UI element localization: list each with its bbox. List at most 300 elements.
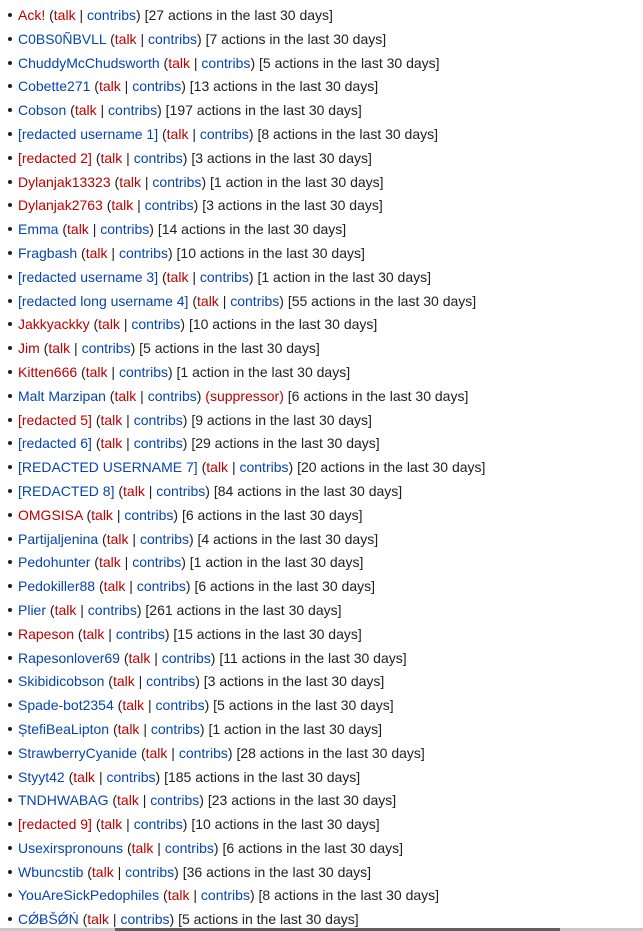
talk-link[interactable]: talk (67, 221, 89, 238)
separator-open-paren: ( (197, 459, 207, 476)
action-count: [8 actions in the last 30 days] (257, 125, 439, 142)
separator-pipe: | (120, 78, 133, 95)
user-row (18, 670, 643, 692)
action-count: [1 action in the last 30 days] (257, 268, 432, 285)
separator-open-paren: ( (109, 720, 118, 737)
talk-link[interactable]: talk (103, 578, 126, 595)
contribs-link[interactable]: contribs (133, 435, 183, 452)
separator-close-paren: ) (174, 863, 179, 880)
separator-open-paren: ( (64, 768, 74, 785)
user-row (18, 290, 643, 312)
separator-close-paren: ) (213, 839, 219, 856)
separator-open-paren: ( (102, 197, 112, 214)
separator-close-paren: ) (248, 125, 254, 142)
user-row (18, 575, 643, 597)
username-link[interactable]: ChuddyMcChudsworth (18, 54, 160, 71)
contribs-link[interactable]: contribs (133, 411, 183, 428)
action-count: [15 actions in the last 30 days] (173, 625, 362, 642)
username-link[interactable]: Dylanjak2763 (18, 197, 103, 214)
contribs-link[interactable]: contribs (150, 720, 200, 737)
username-link[interactable]: Rapeson (18, 625, 75, 642)
user-row (18, 789, 643, 811)
contribs-link[interactable]: contribs (136, 578, 186, 595)
contribs-link[interactable]: contribs (139, 530, 189, 547)
talk-link[interactable]: talk (168, 54, 190, 71)
action-count: [27 actions in the last 30 days] (144, 7, 333, 23)
talk-link[interactable]: talk (82, 625, 105, 642)
separator-pipe: | (95, 768, 107, 785)
action-count: [13 actions in the last 30 days] (189, 78, 379, 95)
talk-link[interactable]: talk (98, 78, 121, 95)
username-link[interactable]: Emma (18, 221, 59, 238)
separator-pipe: | (104, 625, 116, 642)
talk-link[interactable]: talk (91, 506, 113, 523)
separator-close-paren: ) (279, 292, 284, 309)
separator-pipe: | (70, 340, 82, 357)
username-link[interactable]: Partijaljenina (18, 530, 99, 547)
user-row (18, 528, 643, 550)
username-link[interactable]: CǾɃŠǾŃ (18, 911, 79, 928)
user-row (18, 28, 643, 50)
separator-pipe: | (88, 221, 101, 238)
separator-close-paren: ) (185, 578, 191, 595)
user-row (18, 147, 643, 169)
talk-link[interactable]: talk (166, 125, 189, 142)
user-row (18, 52, 643, 74)
talk-link[interactable]: talk (54, 601, 77, 618)
contribs-link[interactable]: contribs (199, 125, 249, 142)
talk-link[interactable]: talk (87, 911, 110, 928)
separator-pipe: | (139, 720, 151, 737)
separator-open-paren: ( (137, 744, 146, 761)
username-link[interactable]: [redacted username 1] (18, 125, 159, 142)
username-link[interactable]: StrawberryCyanide (18, 744, 138, 761)
separator-open-paren: ( (89, 316, 99, 333)
contribs-link[interactable]: contribs (152, 173, 202, 190)
talk-link[interactable]: talk (123, 482, 145, 499)
username-link[interactable]: Plier (18, 601, 47, 618)
user-row (18, 99, 643, 121)
separator-open-paren: ( (66, 102, 75, 119)
separator-pipe: | (167, 744, 179, 761)
contribs-link[interactable]: contribs (239, 459, 289, 476)
separator-close-paren: ) (182, 149, 188, 166)
separator-pipe: | (75, 7, 88, 23)
separator-close-paren: ) (167, 244, 173, 261)
user-row (18, 718, 643, 740)
contribs-link[interactable]: contribs (132, 554, 182, 571)
username-link[interactable]: Cobson (18, 102, 67, 119)
username-link[interactable]: Pedohunter (18, 554, 91, 571)
contribs-link[interactable]: contribs (108, 102, 158, 119)
separator-open-paren: ( (45, 7, 54, 23)
action-count: [4 actions in the last 30 days] (197, 530, 379, 547)
action-count: [10 actions in the last 30 days] (176, 244, 365, 261)
user-row (18, 456, 643, 478)
contribs-link[interactable]: contribs (87, 7, 137, 23)
talk-link[interactable]: talk (122, 697, 145, 714)
separator-close-paren: ) (197, 30, 202, 47)
action-count: [3 actions in the last 30 days] (191, 149, 372, 166)
separator-open-paren: ( (46, 601, 55, 618)
separator-close-paren: ) (164, 625, 170, 642)
contribs-link[interactable]: contribs (164, 839, 214, 856)
separator-close-paren: ) (130, 340, 136, 357)
separator-pipe: | (136, 387, 148, 404)
contribs-link[interactable]: contribs (131, 316, 181, 333)
separator-open-paren: ( (78, 911, 88, 928)
talk-link[interactable]: talk (85, 244, 108, 261)
active-users-list (0, 4, 643, 931)
user-row (18, 409, 643, 431)
separator-open-paren: ( (158, 125, 167, 142)
user-row (18, 218, 643, 240)
contribs-link[interactable]: contribs (118, 244, 168, 261)
separator-pipe: | (136, 30, 148, 47)
talk-link[interactable]: talk (114, 387, 137, 404)
separator-open-paren: ( (91, 149, 101, 166)
contribs-link[interactable]: contribs (144, 197, 194, 214)
action-count: [20 actions in the last 30 days] (297, 459, 486, 476)
separator-pipe: | (188, 268, 200, 285)
action-count: [55 actions in the last 30 days] (287, 292, 477, 309)
user-row (18, 337, 643, 359)
username-link[interactable]: Spade-bot2354 (18, 697, 114, 714)
separator-close-paren: ) (288, 459, 294, 476)
separator-pipe: | (107, 363, 119, 380)
talk-link[interactable]: talk (119, 173, 141, 190)
username-link[interactable]: Malt Marzipan (18, 387, 106, 404)
separator-pipe: | (144, 482, 157, 499)
separator-open-paren: ( (159, 887, 168, 904)
username-link[interactable]: [redacted 5] (18, 411, 92, 428)
username-link[interactable]: ȘtefiBeaLipton (18, 720, 110, 737)
talk-link[interactable]: talk (117, 720, 140, 737)
user-row (18, 480, 643, 502)
action-count: [14 actions in the last 30 days] (157, 221, 347, 238)
separator-close-paren: ) (188, 530, 194, 547)
action-count: [9 actions in the last 30 days] (191, 411, 372, 428)
separator-close-paren: ) (149, 221, 154, 238)
username-link[interactable]: [REDACTED USERNAME 7] (18, 459, 198, 476)
talk-link[interactable]: talk (197, 292, 219, 309)
separator-close-paren: ) (181, 78, 186, 95)
username-link[interactable]: Kitten666 (18, 363, 78, 380)
username-link[interactable]: [redacted 2] (18, 149, 92, 166)
separator-open-paren: ( (90, 78, 99, 95)
separator-close-paren: ) (227, 744, 233, 761)
contribs-link[interactable]: contribs (133, 816, 183, 833)
separator-pipe: | (189, 54, 202, 71)
separator-open-paren: ( (119, 649, 129, 666)
action-count: [6 actions in the last 30 days] (287, 387, 469, 404)
talk-link[interactable]: talk (145, 744, 168, 761)
username-link[interactable]: Fragbash (18, 244, 78, 261)
separator-pipe: | (138, 792, 151, 809)
contribs-link[interactable]: contribs (161, 649, 211, 666)
separator-open-paren: ( (91, 816, 101, 833)
separator-open-paren: ( (95, 578, 104, 595)
separator-pipe: | (144, 697, 156, 714)
separator-pipe: | (122, 816, 134, 833)
separator-pipe: | (140, 173, 153, 190)
separator-open-paren: ( (123, 839, 132, 856)
separator-open-paren: ( (114, 482, 124, 499)
separator-open-paren: ( (58, 221, 68, 238)
contribs-link[interactable]: contribs (106, 768, 156, 785)
separator-close-paren: ) (205, 482, 210, 499)
contribs-link[interactable]: contribs (178, 744, 228, 761)
user-row (18, 884, 643, 906)
action-count: [29 actions in the last 30 days] (191, 435, 380, 452)
action-count: [36 actions in the last 30 days] (182, 863, 372, 880)
separator-pipe: | (133, 197, 145, 214)
separator-close-paren: ) (196, 387, 202, 404)
username-link[interactable]: [redacted 9] (18, 816, 92, 833)
separator-open-paren: ( (39, 340, 49, 357)
user-row (18, 742, 643, 764)
separator-pipe: | (228, 459, 240, 476)
username-link[interactable]: Pedokiller88 (18, 578, 96, 595)
action-count: [5 actions in the last 30 days] (213, 697, 394, 714)
contribs-link[interactable]: contribs (133, 149, 183, 166)
action-count: [1 action in the last 30 days] (189, 554, 364, 571)
separator-close-paren: ) (204, 697, 210, 714)
talk-link[interactable]: talk (112, 673, 135, 690)
separator-open-paren: ( (104, 673, 113, 690)
contribs-link[interactable]: contribs (100, 221, 150, 238)
contribs-link[interactable]: contribs (156, 482, 206, 499)
user-row (18, 242, 643, 264)
talk-link[interactable]: talk (73, 768, 96, 785)
talk-link[interactable]: talk (98, 316, 120, 333)
contribs-link[interactable]: contribs (155, 697, 205, 714)
action-count: [1 action in the last 30 days] (176, 363, 351, 380)
contribs-link[interactable]: contribs (124, 506, 174, 523)
separator-close-paren: ) (181, 554, 186, 571)
user-row (18, 123, 643, 145)
separator-close-paren: ) (199, 792, 204, 809)
contribs-link[interactable]: contribs (147, 387, 197, 404)
separator-close-paren: ) (182, 411, 188, 428)
talk-link[interactable]: talk (167, 887, 190, 904)
separator-close-paren: ) (249, 887, 255, 904)
action-count: [5 actions in the last 30 days] (139, 340, 320, 357)
user-row (18, 361, 643, 383)
separator-pipe: | (134, 673, 147, 690)
action-count: [1 action in the last 30 days] (210, 173, 384, 190)
user-row (18, 623, 643, 645)
action-count: [23 actions in the last 30 days] (207, 792, 397, 809)
talk-link[interactable]: talk (100, 411, 123, 428)
separator-open-paren: ( (159, 54, 169, 71)
contribs-link[interactable]: contribs (120, 911, 170, 928)
separator-close-paren: ) (167, 363, 173, 380)
contribs-link[interactable]: contribs (200, 887, 250, 904)
separator-close-paren: ) (199, 720, 205, 737)
separator-close-paren: ) (136, 7, 141, 23)
separator-close-paren: ) (248, 268, 254, 285)
separator-close-paren: ) (182, 816, 188, 833)
action-count: [8 actions in the last 30 days] (258, 887, 440, 904)
separator-close-paren: ) (210, 649, 216, 666)
separator-close-paren: ) (180, 316, 186, 333)
contribs-link[interactable]: contribs (147, 30, 198, 47)
separator-open-paren: ( (105, 387, 115, 404)
username-link[interactable]: Usexirspronouns (18, 839, 124, 856)
talk-link[interactable]: talk (111, 197, 134, 214)
user-row (18, 4, 643, 26)
separator-close-paren: ) (155, 768, 161, 785)
action-count: [11 actions in the last 30 days] (219, 649, 407, 666)
contribs-link[interactable]: contribs (150, 792, 200, 809)
action-count: [5 actions in the last 30 days] (178, 911, 359, 928)
separator-pipe: | (112, 506, 125, 523)
separator-pipe: | (122, 149, 134, 166)
separator-pipe: | (107, 244, 119, 261)
contribs-link[interactable]: contribs (201, 54, 251, 71)
contribs-link[interactable]: contribs (132, 78, 182, 95)
action-count: [197 actions in the last 30 days] (165, 102, 362, 119)
separator-open-paren: ( (106, 30, 115, 47)
user-row (18, 194, 643, 216)
separator-open-paren: ( (77, 244, 86, 261)
talk-link[interactable]: talk (53, 7, 76, 23)
separator-open-paren: ( (74, 625, 83, 642)
username-link[interactable]: Dylanjak13323 (18, 173, 111, 190)
action-count: [5 actions in the last 30 days] (259, 54, 440, 71)
action-count: [10 actions in the last 30 days] (191, 816, 380, 833)
separator-close-paren: ) (195, 673, 200, 690)
separator-pipe: | (153, 839, 165, 856)
user-row (18, 599, 643, 621)
talk-link[interactable]: talk (206, 459, 229, 476)
user-row (18, 385, 643, 407)
separator-pipe: | (218, 292, 231, 309)
separator-pipe: | (188, 125, 200, 142)
user-row (18, 694, 643, 716)
user-row (18, 432, 643, 454)
action-count: [7 actions in the last 30 days] (205, 30, 387, 47)
username-link[interactable]: Jakkyackky (18, 316, 90, 333)
separator-close-paren: ) (136, 601, 142, 618)
user-row (18, 647, 643, 669)
username-link[interactable]: [REDACTED 8] (18, 482, 115, 499)
separator-open-paren: ( (90, 554, 99, 571)
user-row (18, 171, 643, 193)
username-link[interactable]: C0BS0ÑBVLL (18, 30, 107, 47)
action-count: [28 actions in the last 30 days] (236, 744, 425, 761)
username-link[interactable]: [redacted 6] (18, 435, 92, 452)
separator-pipe: | (96, 102, 109, 119)
talk-link[interactable]: talk (106, 530, 129, 547)
contribs-link[interactable]: contribs (81, 340, 131, 357)
separator-close-paren: ) (157, 102, 162, 119)
separator-open-paren: ( (91, 411, 101, 428)
separator-pipe: | (119, 316, 132, 333)
separator-open-paren: ( (188, 292, 198, 309)
talk-link[interactable]: talk (100, 435, 123, 452)
contribs-link[interactable]: contribs (115, 625, 165, 642)
user-row (18, 813, 643, 835)
separator-pipe: | (189, 887, 201, 904)
separator-open-paren: ( (113, 697, 123, 714)
talk-link[interactable]: talk (74, 102, 97, 119)
contribs-link[interactable]: contribs (118, 363, 168, 380)
action-count: [10 actions in the last 30 days] (188, 316, 378, 333)
separator-pipe: | (113, 863, 126, 880)
action-count: [261 actions in the last 30 days] (145, 601, 342, 618)
username-link[interactable]: Rapesonlover69 (18, 649, 120, 666)
separator-close-paren: ) (169, 911, 175, 928)
contribs-link[interactable]: contribs (230, 292, 280, 309)
action-count: [6 actions in the last 30 days] (222, 839, 403, 856)
username-link[interactable]: Cobette271 (18, 78, 91, 95)
separator-pipe: | (76, 601, 88, 618)
user-row (18, 837, 643, 859)
separator-pipe: | (125, 578, 137, 595)
separator-close-paren: ) (201, 173, 207, 190)
talk-link[interactable]: talk (85, 363, 108, 380)
separator-pipe: | (120, 554, 133, 571)
talk-link[interactable]: talk (114, 30, 137, 47)
talk-link[interactable]: talk (131, 839, 154, 856)
talk-link[interactable]: talk (91, 863, 114, 880)
separator-open-paren: ( (110, 173, 120, 190)
action-count: [3 actions in the last 30 days] (202, 197, 383, 214)
action-count: [6 actions in the last 30 days] (181, 506, 363, 523)
separator-open-paren: ( (83, 863, 92, 880)
separator-close-paren: ) (173, 506, 179, 523)
talk-link[interactable]: talk (98, 554, 121, 571)
username-link[interactable]: Ack! (18, 7, 46, 23)
separator-open-paren: ( (77, 363, 86, 380)
username-link[interactable]: OMGSISA (18, 506, 83, 523)
username-link[interactable]: [redacted username 3] (18, 268, 159, 285)
talk-link[interactable]: talk (48, 340, 71, 357)
username-link[interactable]: [redacted long username 4] (18, 292, 189, 309)
separator-pipe: | (109, 911, 121, 928)
separator-open-paren: ( (91, 435, 101, 452)
action-count: [3 actions in the last 30 days] (203, 673, 385, 690)
user-row (18, 861, 643, 883)
action-count: [84 actions in the last 30 days] (213, 482, 403, 499)
contribs-link[interactable]: contribs (125, 863, 175, 880)
username-link[interactable]: YouAreSickPedophiles (18, 887, 160, 904)
separator-open-paren: ( (158, 268, 167, 285)
talk-link[interactable]: talk (100, 149, 123, 166)
separator-pipe: | (122, 411, 134, 428)
talk-link[interactable]: talk (100, 816, 123, 833)
contribs-link[interactable]: contribs (87, 601, 137, 618)
talk-link[interactable]: talk (128, 649, 151, 666)
contribs-link[interactable]: contribs (199, 268, 249, 285)
separator-open-paren: ( (108, 792, 118, 809)
username-link[interactable]: Styyt42 (18, 768, 65, 785)
username-link[interactable]: Jim (18, 340, 40, 357)
talk-link[interactable]: talk (117, 792, 139, 809)
talk-link[interactable]: talk (166, 268, 189, 285)
action-count: [185 actions in the last 30 days] (164, 768, 361, 785)
separator-open-paren: ( (98, 530, 107, 547)
username-link[interactable]: Skibidicobson (18, 673, 105, 690)
username-link[interactable]: Wbuncstib (18, 863, 84, 880)
username-link[interactable]: TNDHWABAG (18, 792, 109, 809)
contribs-link[interactable]: contribs (146, 673, 196, 690)
separator-close-paren: ) (182, 435, 188, 452)
separator-pipe: | (128, 530, 140, 547)
suppressor-group-link[interactable]: (suppressor) (205, 387, 284, 404)
